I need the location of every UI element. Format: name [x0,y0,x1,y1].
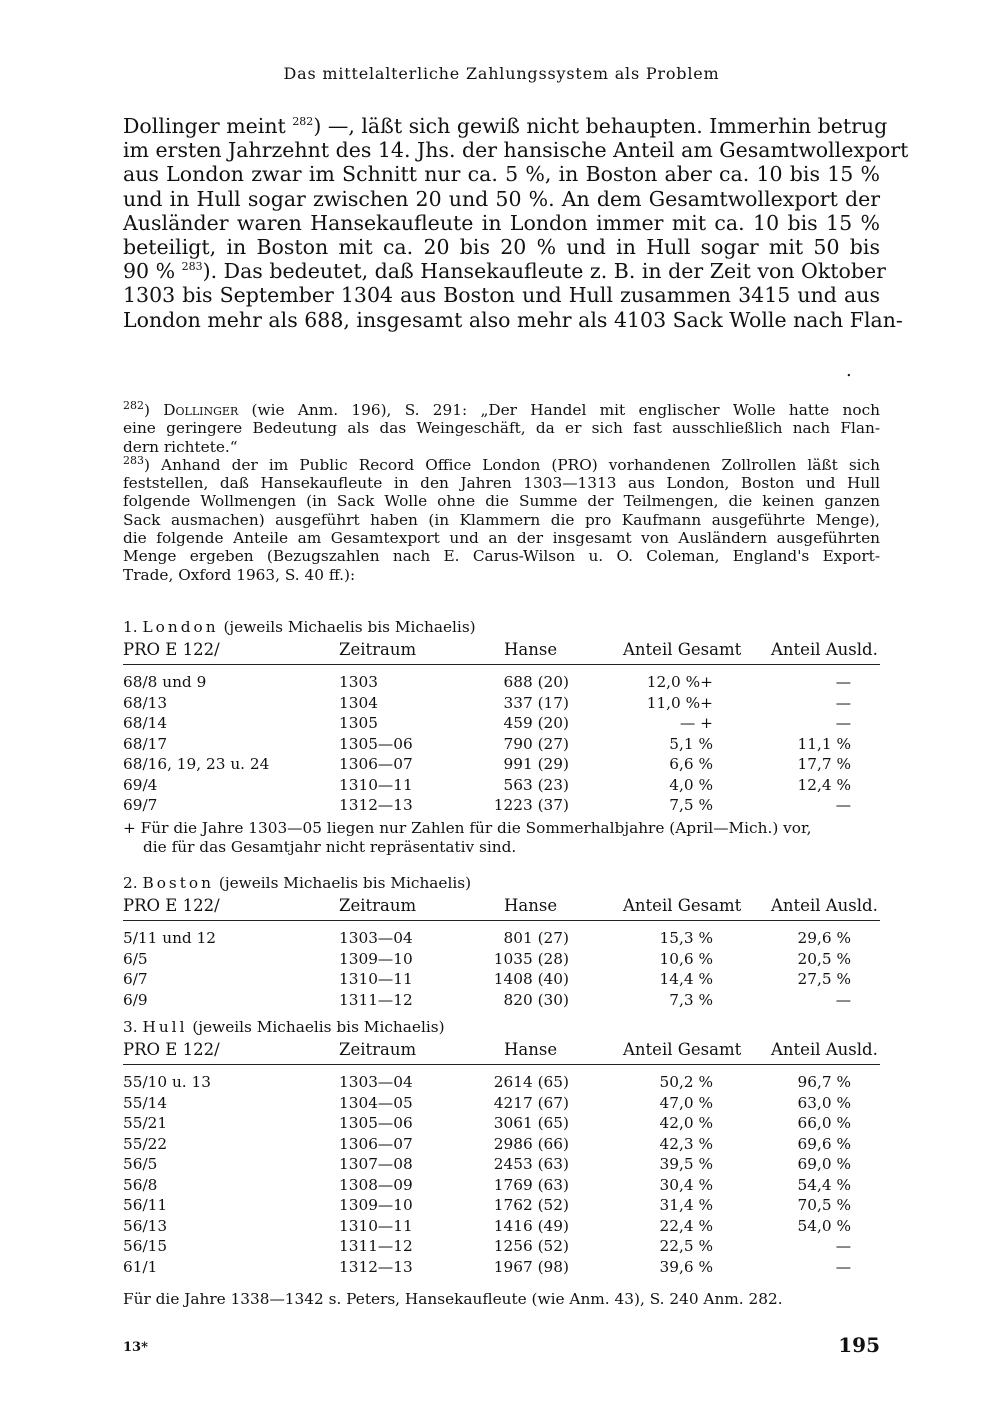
footnotes [123,398,880,584]
section-title: 2. Boston (jeweils Michaelis bis Michaelis) [123,874,472,892]
page-dot: . [846,360,852,381]
table-row: 68/17 1305—06 790 (27) 5,1 % 11,1 % [123,734,851,753]
signature-mark: 13* [123,1340,148,1355]
footnote-283-line: Sack ausmachen) ausgeführt haben (in Klammern die pro Kaufmann ausgeführte Menge), [123,510,880,529]
col-header-hanse: Hanse [504,1040,558,1059]
table-row: 56/8 1308—09 1769 (63) 30,4 % 54,4 % [123,1175,851,1194]
footnote-282-line: dern richtete.“ [123,437,238,456]
table-section-boston [123,872,880,1011]
footnote-283-line: folgende Wollmengen (in Sack Wolle ohne die Summe der Teilmengen, die keinen ganzen [123,492,880,511]
table-body [123,921,880,1011]
table-section-london [123,616,880,857]
footnote-283-line: feststellen, daß Hansekaufleute in den Jahren 1303—1313 aus London, Boston und Hull [123,474,880,493]
table-note: + Für die Jahre 1303—05 liegen nur Zahlen für die Sommerhalbjahre (April—Mich.) vor, die für das Gesamtjahr nicht repräsentativ sind. [123,818,812,856]
table-header [123,638,880,665]
footnote-282-line: eine geringere Bedeutung als das Weingeschäft, da er sich fast ausschließlich nach Flan- [123,419,880,438]
table-row: 68/8 und 9 1303 688 (20) 12,0 %+ — [123,673,851,691]
closing-note: Für die Jahre 1338—1342 s. Peters, Hansekaufleute (wie Anm. 43), S. 240 Anm. 282. [123,1290,783,1308]
body-line: 90 % $^{283}$). Das bedeutet, daß Hansekaufleute z. B. in der Zeit von Oktober [123,259,886,284]
col-header-anteil-ausld: Anteil Ausld. [771,640,878,659]
footnote-283-line: Menge ergeben (Bezugszahlen nach E. Carus-Wilson u. O. Coleman, England's Export- [123,547,880,566]
col-header-hanse: Hanse [504,640,558,659]
table-row: 68/13 1304 337 (17) 11,0 %+ — [123,693,851,712]
col-header-zeitraum: Zeitraum [339,1040,417,1059]
table-row: 56/5 1307—08 2453 (63) 39,5 % 69,0 % [123,1155,851,1173]
table-row: 61/1 1312—13 1967 (98) 39,6 % — [123,1257,851,1276]
body-line: London mehr als 688, insgesamt also mehr als 4103 Sack Wolle nach Flan- [123,307,903,332]
table-row: 55/21 1305—06 3061 (65) 42,0 % 66,0 % [123,1114,851,1132]
section-title: 3. Hull (jeweils Michaelis bis Michaelis) [123,1018,445,1036]
body-line: beteiligt, in Boston mit ca. 20 bis 20 % und in Hull sogar mit 50 bis [123,234,880,259]
col-header-anteil-ausld: Anteil Ausld. [771,896,878,915]
col-header-hanse: Hanse [504,896,558,915]
col-header-anteil-gesamt: Anteil Gesamt [623,896,742,915]
col-header-anteil-ausld: Anteil Ausld. [771,1040,878,1059]
body-line: und in Hull sogar zwischen 20 und 50 %. An dem Gesamtwollexport der [123,186,880,211]
page-number: 195 [838,1333,880,1357]
table-row: 55/10 u. 13 1303—04 2614 (65) 50,2 % 96,7 % [123,1073,851,1091]
running-header: Das mittelalterliche Zahlungssystem als Problem [283,64,720,83]
table-row: 5/11 und 12 1303—04 801 (27) 15,3 % 29,6 % [123,929,851,947]
table-row: 68/14 1305 459 (20) — + — [123,714,851,732]
col-header-pro: PRO E 122/ [123,896,220,915]
footnote-author: Dollinger [163,401,239,419]
table-row: 6/7 1310—11 1408 (40) 14,4 % 27,5 % [123,970,851,988]
table-header [123,1038,880,1065]
col-header-zeitraum: Zeitraum [339,640,417,659]
col-header-pro: PRO E 122/ [123,640,220,659]
table-row: 6/5 1309—10 1035 (28) 10,6 % 20,5 % [123,949,851,968]
col-header-anteil-gesamt: Anteil Gesamt [623,640,742,659]
table-row: 68/16, 19, 23 u. 24 1306—07 991 (29) 6,6 % 17,7 % [123,755,851,773]
table-body [123,665,880,817]
footnote-283-line: $^{283}$) Anhand der im Public Record Office London (PRO) vorhandenen Zollrollen läßt sich [123,453,880,474]
table-row: 56/13 1310—11 1416 (49) 22,4 % 54,0 % [123,1216,851,1235]
footnote-283-line: die folgende Anteile am Gesamtexport und an der insgesamt von Ausländern ausgeführten [123,529,880,548]
footnote-marker-283: 283 [123,453,144,467]
table-row: 56/11 1309—10 1762 (52) 31,4 % 70,5 % [123,1196,851,1214]
table-row: 55/14 1304—05 4217 (67) 47,0 % 63,0 % [123,1093,851,1112]
body-line: 1303 bis September 1304 aus Boston und Hull zusammen 3415 und aus [123,283,880,308]
footnote-ref-282[interactable]: 282 [292,115,314,129]
footnote-283-line: Trade, Oxford 1963, S. 40 ff.): [123,565,356,584]
body-line: aus London zwar im Schnitt nur ca. 5 %, in Boston aber ca. 10 bis 15 % [123,162,880,187]
table-row: 56/15 1311—12 1256 (52) 22,5 % — [123,1237,851,1255]
footnote-ref-283[interactable]: 283 [181,260,203,274]
table-body [123,1065,880,1278]
col-header-anteil-gesamt: Anteil Gesamt [623,1040,742,1059]
section-title: 1. London (jeweils Michaelis bis Michaelis) [123,618,476,636]
table-header [123,894,880,921]
table-section-hull [123,1016,880,1278]
body-line: Dollinger meint $^{282}$) —, läßt sich gewiß nicht behaupten. Immerhin betrug [123,114,888,138]
table-row: 55/22 1306—07 2986 (66) 42,3 % 69,6 % [123,1134,851,1153]
footnote-marker-282: 282 [123,398,144,412]
table-row: 6/9 1311—12 820 (30) 7,3 % — [123,990,851,1009]
body-line: im ersten Jahrzehnt des 14. Jhs. der hansische Anteil am Gesamtwollexport [123,138,909,163]
col-header-zeitraum: Zeitraum [339,896,417,915]
body-text [123,114,909,332]
col-header-pro: PRO E 122/ [123,1040,220,1059]
body-line: Ausländer waren Hansekaufleute in London immer mit ca. 10 bis 15 % [123,210,880,235]
footnote-282-line: $^{282}$) Dollinger (wie Anm. 196), S. 291: „Der Handel mit englischer Wolle hatte noch [123,398,880,419]
table-row: 69/4 1310—11 563 (23) 4,0 % 12,4 % [123,775,851,794]
table-row: 69/7 1312—13 1223 (37) 7,5 % — [123,796,851,814]
